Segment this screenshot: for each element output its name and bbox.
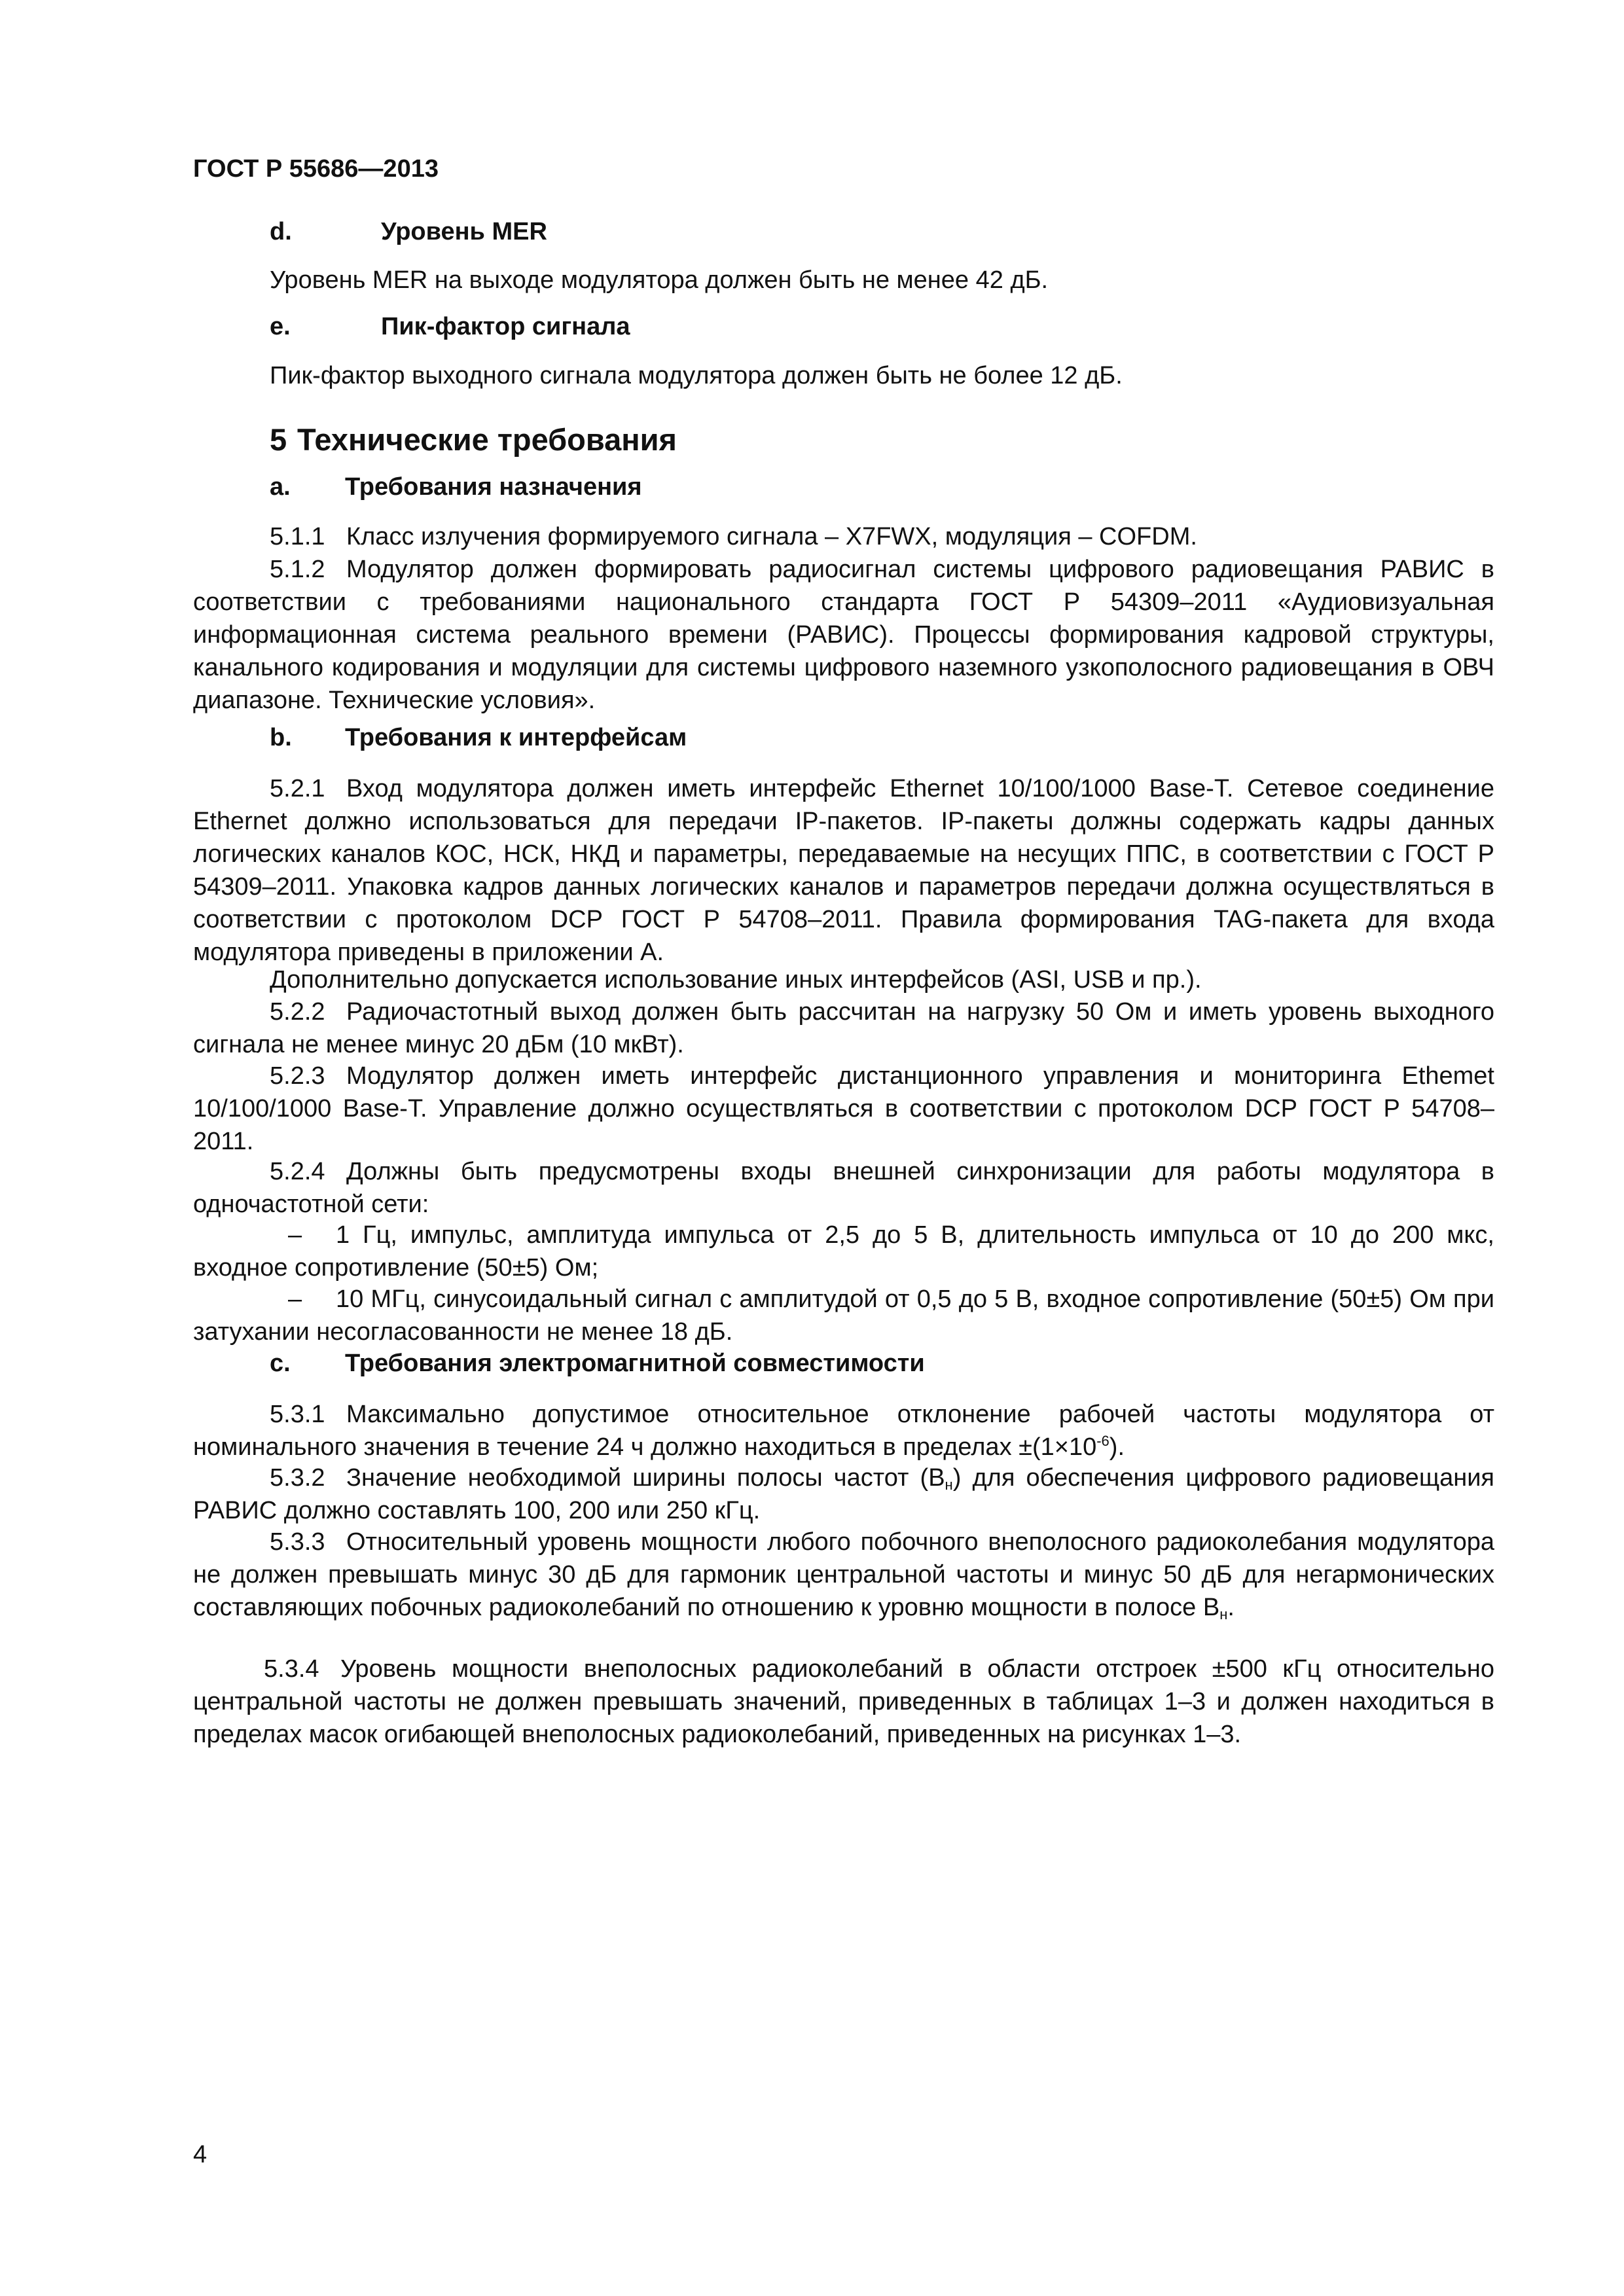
paragraph-5-2-3 [193, 1060, 1494, 1158]
subsection-letter: b. [270, 724, 292, 751]
clause-number: 5.2.1 [270, 775, 325, 802]
subsection-letter: e. [270, 313, 291, 340]
subsection-title: Уровень MER [381, 218, 547, 245]
clause-text: Вход модулятора должен иметь интерфейс Ethernet 10/100/1000 Base-T. Сетевое соединение Ethernet должно использоваться для передачи IP-пакетов. IP-пакеты должны содержать кадры данных логических каналов КОС, НСК, НКД и параметры, передаваемые на несущих ППС, в соответствии с ГОСТ Р 54309–2011. Упаковка кадров данных логических каналов и параметров передачи должна осуществляться в соответствии с протоколом DCP ГОСТ Р 54708–2011. Правила формирования TAG-пакета для входа модулятора приведены в приложении А. [193, 775, 1494, 966]
document-header: ГОСТ Р 55686—2013 [193, 155, 439, 183]
subsection-title: Пик-фактор сигнала [381, 313, 630, 340]
paragraph-5-3-3 [193, 1526, 1494, 1624]
subsection-title: Требования электромагнитной совместимости [345, 1350, 925, 1377]
paragraph-5-2-4 [193, 1155, 1494, 1221]
clause-text: Максимально допустимое относительное отклонение рабочей частоты модулятора от номинального значения в течение 24 ч должно находиться в пределах ±(1×10 [193, 1401, 1494, 1461]
subscript-n: н [945, 1477, 953, 1493]
section-5-heading [270, 421, 677, 459]
page-number: 4 [193, 2141, 208, 2168]
subsection-letter: a. [270, 473, 291, 501]
paragraph-5-2-1 [193, 772, 1494, 969]
clause-number: 5.1.1 [270, 523, 325, 550]
paragraph-5-1-1 [193, 520, 1494, 553]
clause-text: Модулятор должен иметь интерфейс дистанционного управления и мониторинга Ethemet 10/100/1000 Base-T. Управление должно осуществляться в соответствии с протоколом DCP ГОСТ Р 54708–2011. [193, 1062, 1494, 1155]
clause-text: Радиочастотный выход должен быть рассчитан на нагрузку 50 Ом и иметь уровень выходного сигнала не менее минус 20 дБм (10 мкВт). [193, 998, 1494, 1058]
clause-text: Уровень мощности внеполосных радиоколебаний в области отстроек ±500 кГц относительно центральной частоты не должен превышать значений, приведенных в таблицах 1–3 и должен находиться в пределах масок огибающей внеполосных радиоколебаний, приведенных на рисунках 1–3. [193, 1655, 1494, 1748]
paragraph-5-3-2 [193, 1462, 1494, 1527]
subsection-b-heading [270, 722, 687, 753]
list-item-text: 10 МГц, синусоидальный сигнал с амплитудой от 0,5 до 5 В, входное сопротивление (50±5) Ом при затухании несогласованности не менее 18 дБ. [193, 1285, 1494, 1346]
paragraph-5-2-2 [193, 996, 1494, 1061]
clause-text: Значение необходимой ширины полосы частот (В [346, 1464, 945, 1492]
subsection-e-heading [270, 311, 630, 342]
clause-text: Должны быть предусмотрены входы внешней синхронизации для работы модулятора в одночастотной сети: [193, 1158, 1494, 1218]
clause-number: 5.3.3 [270, 1528, 325, 1556]
superscript-exponent: -6 [1096, 1433, 1110, 1449]
subsection-letter: d. [270, 218, 292, 245]
clause-number: 5.3.4 [264, 1655, 319, 1683]
list-item-10mhz [193, 1283, 1494, 1348]
subsection-letter: c. [270, 1350, 291, 1377]
clause-text-end: . [1227, 1594, 1235, 1621]
clause-text: Модулятор должен формировать радиосигнал системы цифрового радиовещания РАВИС в соответствии с требованиями национального стандарта ГОСТ Р 54309–2011 «Аудиовизуальная информационная система реального времени (РАВИС). Процессы формирования кадровой структуры, канального кодирования и модуляции для системы цифрового наземного узкополосного радиовещания в ОВЧ диапазоне. Технические условия». [193, 556, 1494, 714]
section-title: Технические требования [297, 422, 677, 457]
subscript-n: н [1219, 1606, 1228, 1623]
clause-number: 5.3.1 [270, 1401, 325, 1428]
clause-number: 5.2.2 [270, 998, 325, 1026]
subsection-title: Требования назначения [345, 473, 642, 501]
paragraph-5-1-2 [193, 553, 1494, 717]
paragraph-5-3-4 [193, 1653, 1494, 1751]
list-item-text: 1 Гц, импульс, амплитуда импульса от 2,5 до 5 В, длительность импульса от 10 до 200 мкс, входное сопротивление (50±5) Ом; [193, 1221, 1494, 1282]
clause-text-end: ) для обеспечения цифрового радиовещания РАВИС должно составлять 100, 200 или 250 кГц. [193, 1464, 1495, 1524]
subsection-title: Требования к интерфейсам [345, 724, 687, 751]
paragraph-mer: Уровень MER на выходе модулятора должен быть не менее 42 дБ. [270, 266, 1049, 294]
dash-bullet: – [288, 1221, 302, 1249]
paragraph-peak-factor: Пик-фактор выходного сигнала модулятора должен быть не более 12 дБ. [270, 362, 1123, 389]
clause-text-end: ). [1109, 1433, 1125, 1461]
clause-number: 5.2.3 [270, 1062, 325, 1090]
paragraph-5-3-1 [193, 1398, 1494, 1463]
subsection-c-heading [270, 1348, 925, 1379]
clause-number: 5.1.2 [270, 556, 325, 583]
list-item-1hz [193, 1219, 1494, 1284]
paragraph-5-2-1-extra: Дополнительно допускается использование иных интерфейсов (ASI, USB и пр.). [270, 966, 1202, 994]
clause-number: 5.2.4 [270, 1158, 325, 1185]
dash-bullet: – [288, 1285, 302, 1313]
clause-text: Класс излучения формируемого сигнала – X7FWX, модуляция – COFDM. [346, 523, 1197, 550]
clause-number: 5.3.2 [270, 1464, 325, 1492]
section-number: 5 [270, 422, 287, 457]
subsection-d-heading [270, 216, 547, 247]
subsection-a-heading [270, 471, 642, 503]
clause-text: Относительный уровень мощности любого побочного внеполосного радиоколебания модулятора не должен превышать минус 30 дБ для гармоник центральной частоты и минус 50 дБ для негармонических составляющих побочных радиоколебаний по отношению к уровню мощности в полосе В [193, 1528, 1494, 1621]
